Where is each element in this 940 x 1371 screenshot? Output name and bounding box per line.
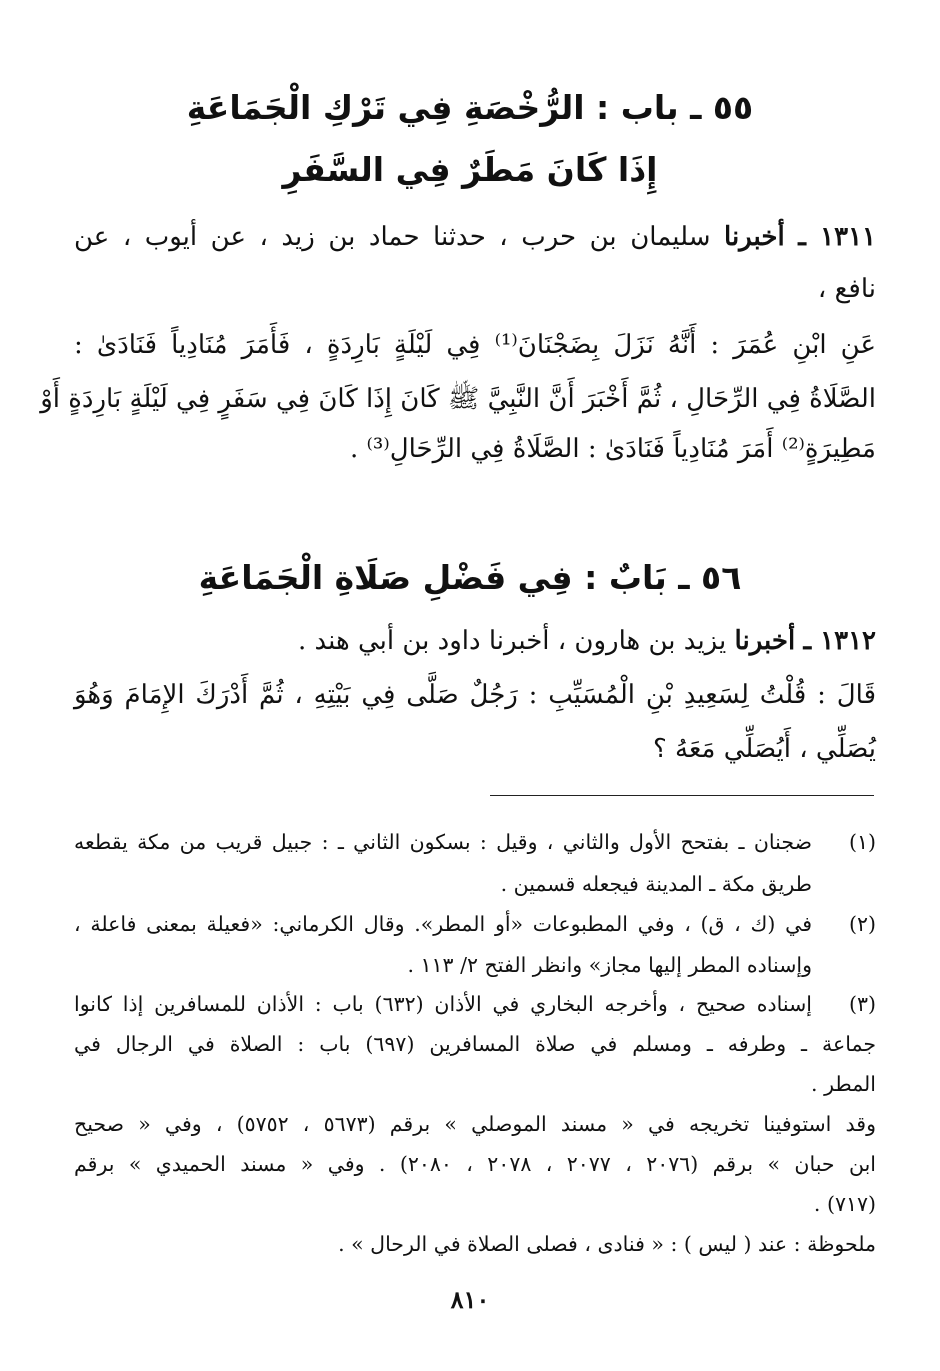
- hadith-1311-text-line1: عَنِ ابْنِ عُمَرَ : أَنَّهُ نَزَلَ بِضَجْنَانَ⁽¹⁾ فِي لَيْلَةٍ بَارِدَةٍ ، فَأَمَرَ مُنَادِياً فَنَادَىٰ :: [74, 330, 876, 360]
- chapter-56-title: ٥٦ ـ بَابٌ : فِي فَضْلِ صَلَاةِ الْجَمَاعَةِ: [198, 558, 742, 597]
- chapter-55-title-line1: ٥٥ ـ باب : الرُّخْصَةِ فِي تَرْكِ الْجَمَاعَةِ: [186, 88, 754, 127]
- footnote-3-number: (٣): [848, 992, 876, 1016]
- hadith-1311-chain: سليمان بن حرب ، حدثنا حماد بن زيد ، عن أيوب ، عن: [74, 222, 711, 252]
- hadith-1311-number: ١٣١١ ـ: [798, 222, 876, 252]
- hadith-1311-text-line3: مَطِيرَةٍ⁽²⁾ أَمَرَ مُنَادِياً فَنَادَىٰ : الصَّلَاةُ فِي الرِّحَالِ⁽³⁾ .: [349, 434, 876, 464]
- hadith-1311-label: أخبرنا: [724, 222, 785, 252]
- footnote-1-number: (١): [848, 830, 876, 854]
- footnote-divider: [490, 795, 874, 796]
- footnote-2-line2: وإسناده المطر إليها مجاز» وانظر الفتح ٢/ ١١٣ .: [407, 953, 812, 977]
- footnote-3-line2: جماعة ـ وطرفه ـ ومسلم في صلاة المسافرين (٦٩٧) باب : الصلاة في الرجال في: [74, 1032, 876, 1056]
- footnote-remark: ملحوظة : عند ( ليس ) : « فنادى ، فصلى الصلاة في الرحال » .: [338, 1232, 876, 1256]
- footnote-3-line3: المطر .: [811, 1072, 876, 1096]
- footnote-note-line3: (٧١٧) .: [813, 1192, 876, 1216]
- footnote-2: [74, 912, 876, 942]
- hadith-1312-text-line2: يُصَلِّي ، أَيُصَلِّي مَعَهُ ؟: [652, 734, 876, 764]
- hadith-1312-label: أخبرنا: [734, 626, 796, 656]
- hadith-1311-text-line2: الصَّلَاةُ فِي الرِّحَالِ ، ثُمَّ أَخْبَرَ أَنَّ النَّبِيَّ ﷺ كَانَ إِذَا كَانَ فِي سَفَرٍ فِي لَيْلَةٍ بَارِدَةٍ أَوْ: [40, 384, 876, 414]
- footnote-note-line2: ابن حبان » برقم (٢٠٧٦ ، ٢٠٧٧ ، ٢٠٧٨ ، ٢٠٨٠) . وفي « مسند الحميدي » برقم: [74, 1152, 876, 1176]
- footnote-3-line1: إسناده صحيح ، وأخرجه البخاري في الأذان (٦٣٢) باب : الأذان للمسافرين إذا كانوا: [74, 992, 812, 1016]
- footnote-3: [74, 992, 876, 1022]
- hadith-1311-chain-line1: [74, 222, 876, 252]
- hadith-1312-number: ١٣١٢ ـ: [803, 626, 876, 656]
- chapter-55-title-line2: إِذَا كَانَ مَطَرٌ فِي السَّفَرِ: [282, 150, 658, 189]
- hadith-1312-text-line1: قَالَ : قُلْتُ لِسَعِيدِ بْنِ الْمُسَيِّبِ : رَجُلٌ صَلَّى فِي بَيْتِهِ ، ثُمَّ أَدْرَكَ الإِمَامَ وَهُوَ: [74, 680, 876, 710]
- footnote-1: [74, 830, 876, 860]
- page-number: ٨١٠: [450, 1285, 490, 1314]
- footnote-2-line1: في (ك ، ق) ، وفي المطبوعات «أو المطر». وقال الكرماني: «فعيلة بمعنى فاعلة ،: [74, 912, 812, 936]
- hadith-1312-chain-line1: [74, 626, 876, 656]
- footnote-note-line1: وقد استوفينا تخريجه في « مسند الموصلي » برقم (٥٦٧٣ ، ٥٧٥٢) ، وفي « صحيح: [74, 1112, 876, 1136]
- hadith-1311-chain-line2: نافع ،: [817, 274, 876, 304]
- footnote-1-line2: طريق مكة ـ المدينة فيجعله قسمين .: [500, 872, 812, 896]
- footnote-2-number: (٢): [848, 912, 876, 936]
- footnote-1-line1: ضجنان ـ بفتحح الأول والثاني ، وقيل : بسكون الثاني ـ : جبيل قريب من مكة يقطعه: [74, 830, 812, 854]
- hadith-1312-chain: يزيد بن هارون ، أخبرنا داود بن أبي هند .: [297, 626, 727, 656]
